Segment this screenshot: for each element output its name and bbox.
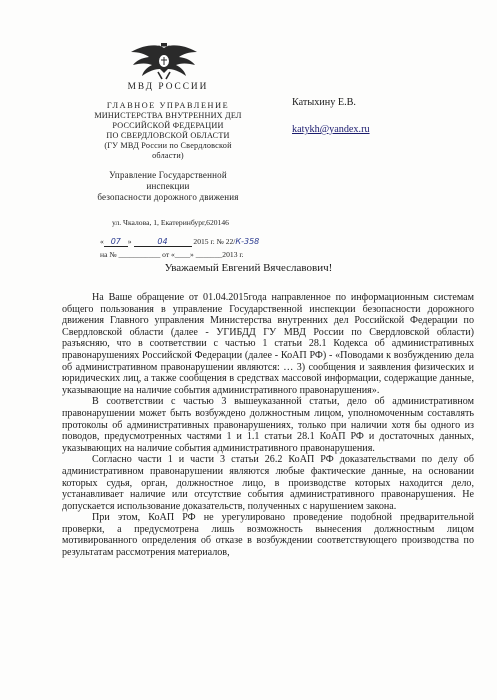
mvd-caption: МВД РОССИИ bbox=[127, 82, 209, 92]
org-name-line-1: ГЛАВНОЕ УПРАВЛЕНИЕ bbox=[106, 101, 230, 110]
outgoing-day: 07 bbox=[110, 237, 121, 246]
sender-address: ул. Чкалова, 1, Екатеринбург,620146 bbox=[112, 218, 229, 227]
outgoing-year-and-number-prefix: 2015 г. № 22/ bbox=[193, 237, 236, 246]
department-line-1: Управление Государственной инспекции bbox=[109, 170, 227, 191]
outgoing-reference-line: « 07 » 04 2015 г. № 22/К-358 bbox=[100, 237, 260, 246]
reply-to-reference-line: на № ___________ от «____» _______2013 г. bbox=[100, 250, 244, 259]
body-paragraph-2: В соответствии с частью 3 вышеуказанной статьи, дело об административном правонарушении может быть возбуждено должностным лицом, уполномоченным составлять протоколы об административных правонарушениях, только при наличии хотя бы одного из поводов, предусмотренных частями 1 и 1.1 статьи 28.1 КоАП РФ и достаточных данных, указывающих на наличие события административного правонарушения. bbox=[62, 396, 474, 454]
outgoing-month: 04 bbox=[157, 237, 168, 246]
department-line-2: безопасности дорожного движения bbox=[97, 192, 239, 202]
sender-organization-block bbox=[88, 82, 248, 203]
body-paragraph-3: Согласно части 1 и части 3 статьи 26.2 КоАП РФ доказательствами по делу об административном правонарушении являются любые фактические данные, на основании которых судья, орган, должностное лицо, в производстве которых находится дело, устанавливает наличие или отсутствие события административного правонарушения. Не допускается использование доказательств, полученных с нарушением закона. bbox=[62, 454, 474, 512]
outgoing-number: К-358 bbox=[235, 237, 260, 246]
org-name-line-2: МИНИСТЕРСТВА ВНУТРЕННИХ ДЕЛ bbox=[94, 111, 242, 120]
double-headed-eagle-emblem bbox=[127, 42, 201, 82]
org-name-line-4: ПО СВЕРДЛОВСКОЙ ОБЛАСТИ bbox=[106, 131, 230, 140]
body-paragraph-1: На Ваше обращение от 01.04.2015года направленное по информационным системам общего пользования в управление Государственной инспекции безопасности дорожного движения Главного управления Министерства внутренних дел Российской Федерации по Свердловской области (далее - УГИБДД ГУ МВД России по Свердловской области) разъясняю, что в соответствии с частью 1 статьи 28.1 Кодекса об административных правонарушениях Российской Федерации (далее - КоАП РФ) - «Поводами к возбуждению дела об административном правонарушении являются: … 3) сообщения и заявления физических и юридических лиц, а также сообщения в средствах массовой информации, содержащие данные, указывающие на наличие события административного правонарушения». bbox=[62, 292, 474, 396]
recipient-block bbox=[292, 96, 370, 135]
org-name-line-3: РОССИЙСКОЙ ФЕДЕРАЦИИ bbox=[112, 121, 224, 130]
recipient-email: katykh@yandex.ru bbox=[292, 124, 370, 135]
salutation: Уважаемый Евгений Вячеславович! bbox=[164, 262, 333, 274]
org-short-name: (ГУ МВД России по Свердловской области) bbox=[104, 141, 232, 160]
letter-body bbox=[62, 292, 474, 559]
body-paragraph-4: При этом, КоАП РФ не урегулировано проведение подобной предварительной проверки, а предусмотрена лишь возможность вынесения должностным лицом мотивированного определения об отказе в возбуждении соответствующего производства по результатам рассмотрения материалов, bbox=[62, 512, 474, 559]
recipient-name: Катыхину Е.В. bbox=[292, 97, 356, 108]
